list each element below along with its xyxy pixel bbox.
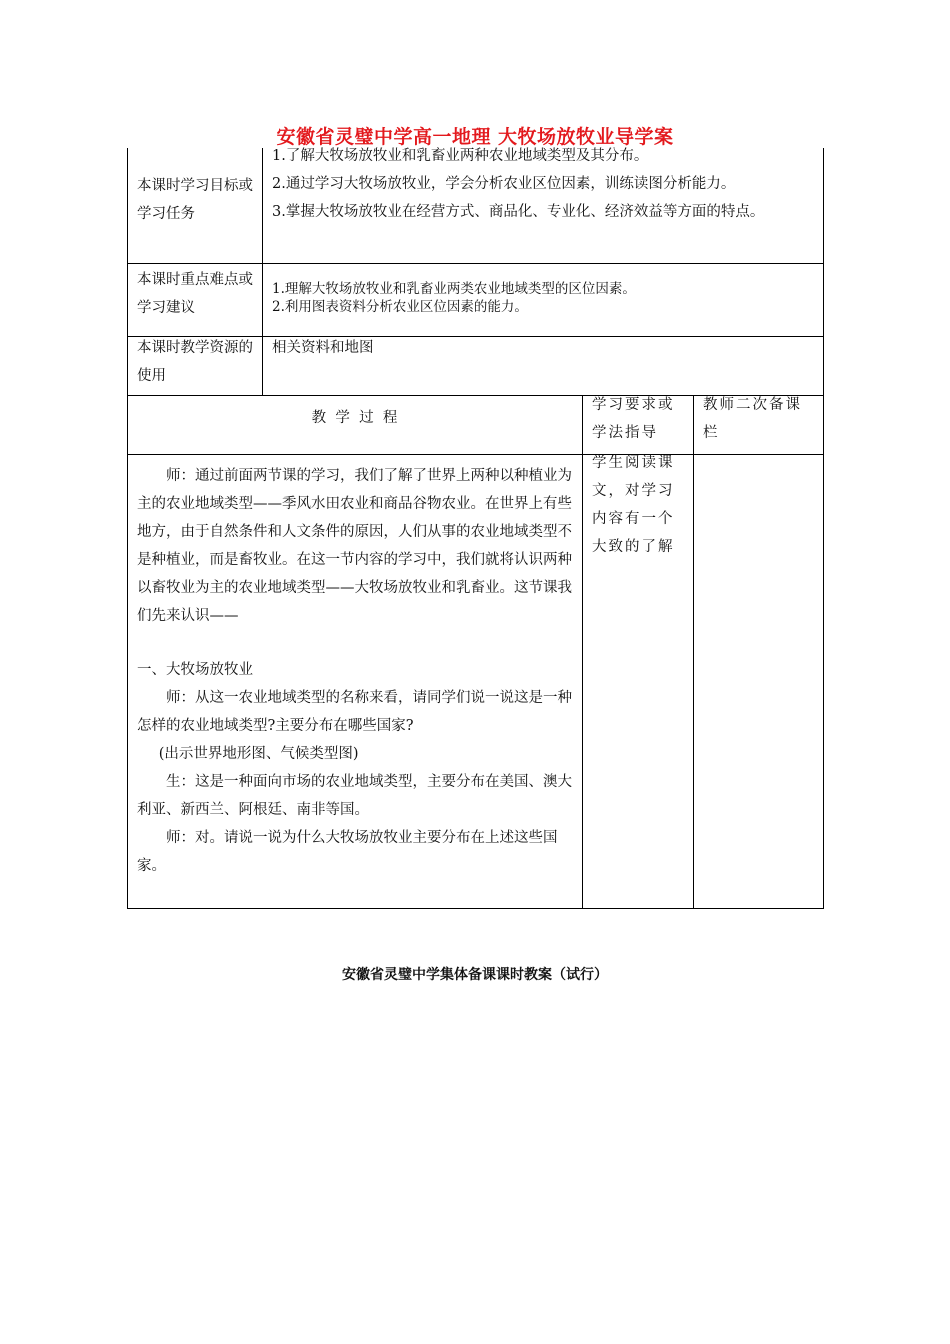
teacher-followup-paragraph: 师：对。请说一说为什么大牧场放牧业主要分布在上述这些国家。: [137, 830, 558, 874]
objectives-list: [272, 142, 817, 226]
key-points-label: 本课时重点难点或学习建议: [137, 272, 253, 316]
list-item: 1.理解大牧场放牧业和乳畜业两类农业地域类型的区位因素。: [272, 281, 636, 297]
process-header: 教 学 过 程: [311, 410, 398, 426]
guidance-header: 学习要求或学法指导: [592, 397, 675, 441]
teacher-notes-header: 教师二次备课栏: [703, 397, 802, 441]
list-item: 2.利用图表资料分析农业区位因素的能力。: [272, 299, 528, 315]
guidance-text: 学生阅读课文，对学习内容有一个大致的了解: [592, 455, 675, 555]
row-divider-4: [127, 454, 824, 455]
resources-value: 相关资料和地图: [272, 340, 374, 356]
lesson-plan-table: [127, 148, 824, 909]
objectives-label: 本课时学习目标或学习任务: [137, 178, 253, 222]
resources-label: 本课时教学资源的使用: [137, 340, 253, 384]
table-border-bottom: [127, 908, 824, 909]
document-footer: 安徽省灵璧中学集体备课课时教案（试行）: [342, 967, 608, 983]
list-item: 1.了解大牧场放牧业和乳畜业两种农业地域类型及其分布。: [272, 148, 649, 164]
process-column-divider: [582, 395, 583, 909]
list-item: 2.通过学习大牧场放牧业，学会分析农业区位因素，训练读图分析能力。: [272, 176, 736, 192]
intro-paragraph: 师：通过前面两节课的学习，我们了解了世界上两种以种植业为主的农业地域类型——季风水田农业和商品谷物农业。在世界上有些地方，由于自然条件和人文条件的原因，人们从事的农业地域类型不是种植业，而是畜牧业。在这一节内容的学习中，我们就将认识两种以畜牧业为主的农业地域类型——大牧场放牧业和乳畜业。这节课我们先来认识——: [137, 468, 572, 624]
show-maps-note: (出示世界地形图、气候类型图): [158, 746, 359, 762]
key-points-list: [272, 280, 817, 316]
document-title: 安徽省灵璧中学高一地理 大牧场放牧业导学案: [276, 126, 674, 148]
label-column-divider: [262, 148, 263, 395]
guidance-column-divider: [693, 395, 694, 909]
section-title: 一、大牧场放牧业: [137, 662, 253, 678]
list-item: 3.掌握大牧场放牧业在经营方式、商品化、专业化、经济效益等方面的特点。: [272, 204, 765, 220]
row-divider-1: [127, 263, 824, 264]
process-body: [137, 462, 574, 880]
teacher-question-paragraph: 师：从这一农业地域类型的名称来看，请同学们说一说这是一种怎样的农业地域类型?主要分布在哪些国家?: [137, 690, 572, 734]
student-answer-paragraph: 生：这是一种面向市场的农业地域类型，主要分布在美国、澳大利亚、新西兰、阿根廷、南非等国。: [137, 774, 572, 818]
